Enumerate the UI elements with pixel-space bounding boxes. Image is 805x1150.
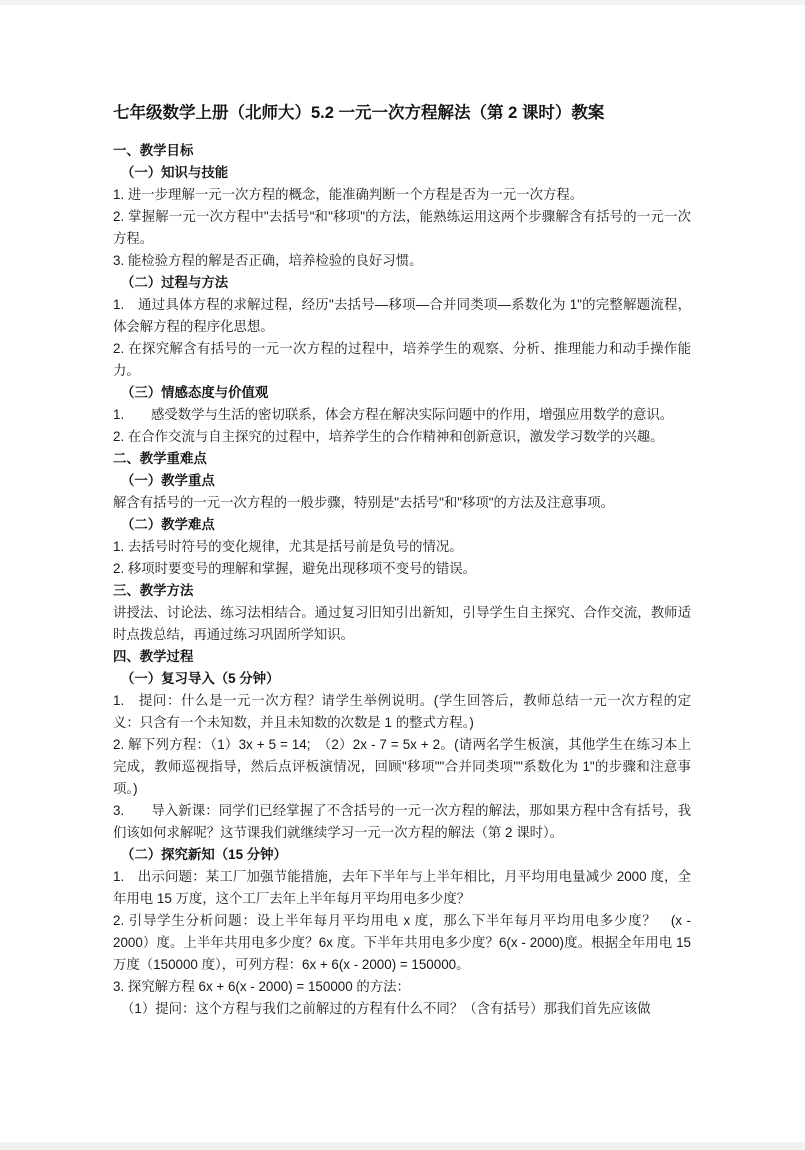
paragraph: 1. 去括号时符号的变化规律，尤其是括号前是负号的情况。	[113, 539, 463, 554]
subsection-heading-1-1: （一）知识与技能	[121, 165, 229, 180]
paragraph: 2. 引导学生分析问题：设上半年每月平均用电 x 度，那么下半年每月平均用电多少度？ (x - 2000）度。上半年共用电多少度？6x 度。下半年共用电多少度？6(x - 2000)度。根据全年用电 15 万度（150000 度），可列方程：6x + 6(x - 2000) = 150000。	[113, 913, 691, 972]
document-body	[113, 100, 691, 1020]
paragraph: 讲授法、讨论法、练习法相结合。通过复习旧知引出新知，引导学生自主探究、合作交流，教师适时点拨总结，再通过练习巩固所学知识。	[113, 605, 691, 642]
page-title: 七年级数学上册（北师大）5.2 一元一次方程解法（第 2 课时）教案	[113, 104, 605, 122]
paragraph: 1. 进一步理解一元一次方程的概念，能准确判断一个方程是否为一元一次方程。	[113, 187, 584, 202]
paragraph: 解含有括号的一元一次方程的一般步骤，特别是"去括号"和"移项"的方法及注意事项。	[113, 495, 615, 510]
subsection-heading-2-2: （二）教学难点	[121, 517, 215, 532]
section-heading-2: 二、教学重难点	[113, 451, 207, 466]
paragraph: 2. 解下列方程：（1）3x + 5 = 14; （2）2x - 7 = 5x + 2。(请两名学生板演，其他学生在练习本上完成，教师巡视指导，然后点评板演情况，回顾"移项""合并同类项""系数化为 1"的步骤和注意事项。)	[113, 737, 691, 796]
subsection-heading-1-2: （二）过程与方法	[121, 275, 229, 290]
page-bottom-gutter	[0, 1142, 805, 1150]
paragraph: 2. 在探究解含有括号的一元一次方程的过程中，培养学生的观察、分析、推理能力和动手操作能力。	[113, 341, 691, 378]
paragraph: 1. 通过具体方程的求解过程，经历"去括号—移项—合并同类项—系数化为 1"的完整解题流程，体会解方程的程序化思想。	[113, 297, 691, 334]
paragraph: 2. 掌握解一元一次方程中"去括号"和"移项"的方法，能熟练运用这两个步骤解含有括号的一元一次方程。	[113, 209, 691, 246]
subsection-heading-4-1: （一）复习导入（5 分钟）	[121, 671, 280, 686]
subsection-heading-1-3: （三）情感态度与价值观	[121, 385, 269, 400]
document-page	[0, 5, 805, 1142]
paragraph: 2. 移项时要变号的理解和掌握，避免出现移项不变号的错误。	[113, 561, 477, 576]
section-heading-1: 一、教学目标	[113, 143, 194, 158]
paragraph: 3. 导入新课：同学们已经掌握了不含括号的一元一次方程的解法，那如果方程中含有括号，我们该如何求解呢？这节课我们就继续学习一元一次方程的解法（第 2 课时）。	[113, 803, 691, 840]
section-heading-3: 三、教学方法	[113, 583, 194, 598]
subsection-heading-2-1: （一）教学重点	[121, 473, 215, 488]
section-heading-4: 四、教学过程	[113, 649, 194, 664]
paragraph: 3. 能检验方程的解是否正确，培养检验的良好习惯。	[113, 253, 423, 268]
paragraph: 1. 提问：什么是一元一次方程？请学生举例说明。(学生回答后，教师总结一元一次方程的定义：只含有一个未知数，并且未知数的次数是 1 的整式方程。)	[113, 693, 691, 730]
paragraph: 3. 探究解方程 6x + 6(x - 2000) = 150000 的方法：	[113, 979, 410, 994]
subsection-heading-4-2: （二）探究新知（15 分钟）	[121, 847, 287, 862]
paragraph: 1. 感受数学与生活的密切联系，体会方程在解决实际问题中的作用，增强应用数学的意识。	[113, 407, 674, 422]
paragraph: 1. 出示问题：某工厂加强节能措施，去年下半年与上半年相比，月平均用电量减少 2000 度，全年用电 15 万度，这个工厂去年上半年每月平均用电多少度？	[113, 869, 691, 906]
paragraph: 2. 在合作交流与自主探究的过程中，培养学生的合作精神和创新意识，激发学习数学的兴趣。	[113, 429, 664, 444]
paragraph-final: （1）提问：这个方程与我们之前解过的方程有什么不同？（含有括号）那我们首先应该做	[121, 1001, 651, 1016]
